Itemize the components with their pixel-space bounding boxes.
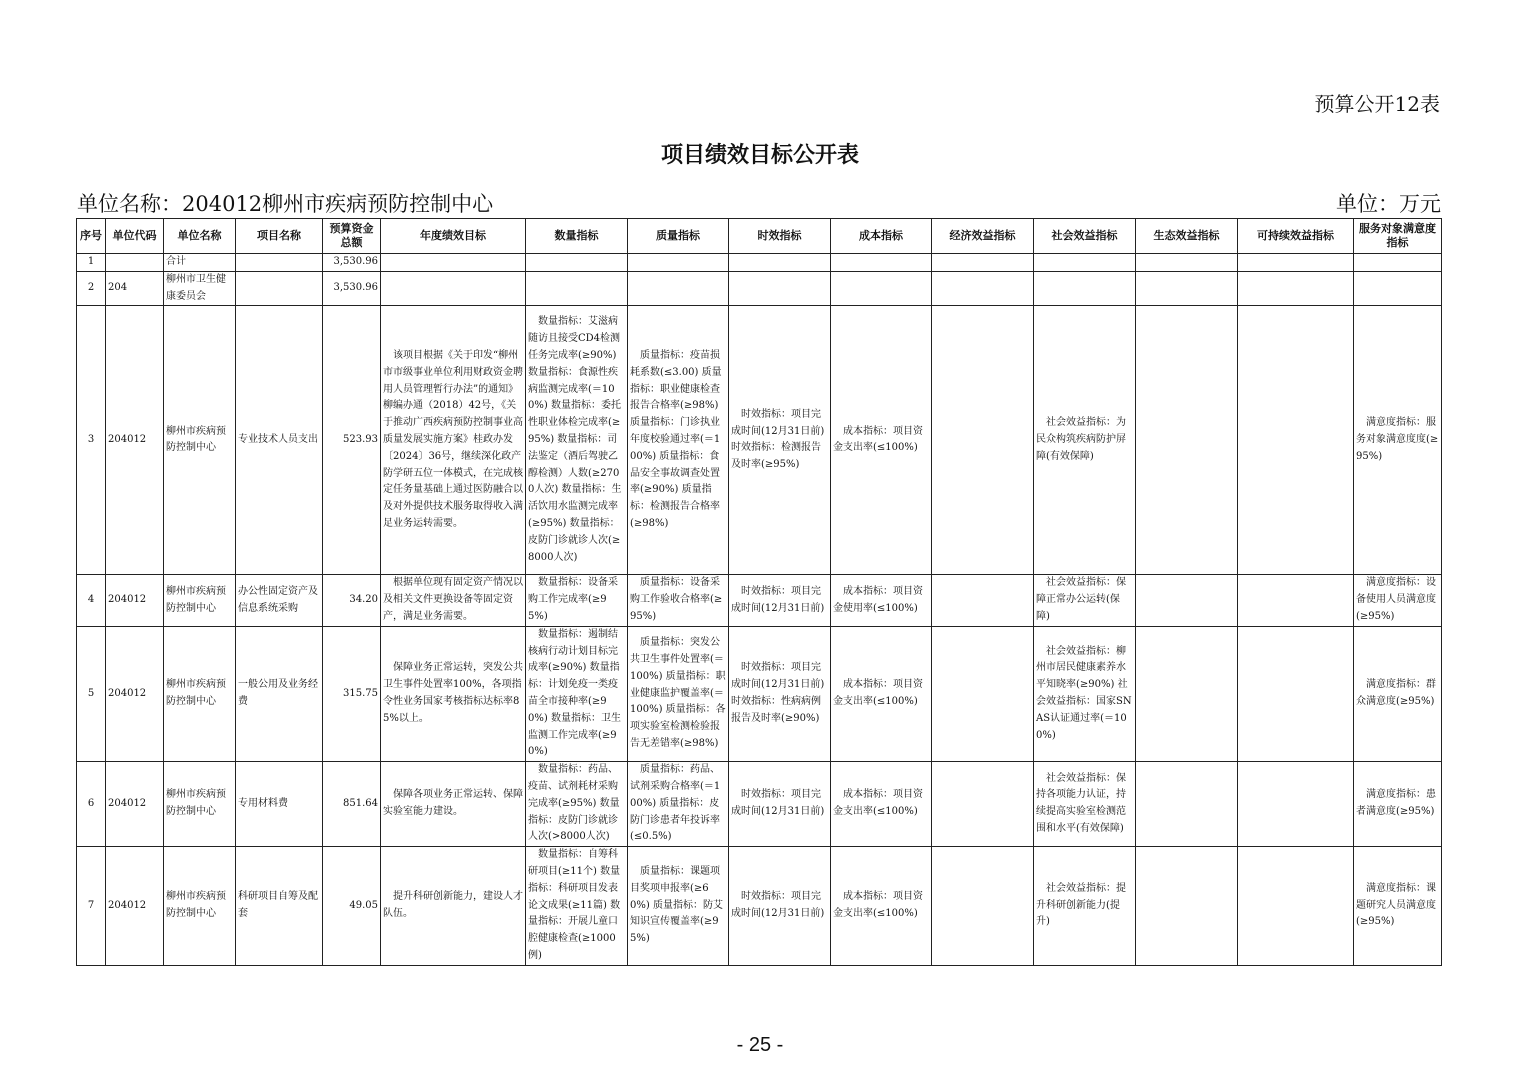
row-no-cell: 3 xyxy=(77,306,106,575)
cost-indicator-cell: 成本指标：项目资金支出率(≤100%) xyxy=(831,626,932,761)
budget-cell: 3,530.96 xyxy=(323,254,381,272)
sustainable-benefit-cell xyxy=(1238,762,1354,847)
unit-info-row xyxy=(77,188,1441,216)
unit-name-cell: 柳州市疾病预防控制中心 xyxy=(164,575,236,626)
column-header: 数量指标 xyxy=(526,219,628,254)
quantity-indicator-cell: 数量指标：艾滋病随访且接受CD4检测任务完成率(≥90%) 数量指标：食源性疾病监测完成率(＝100%) 数量指标：委托性职业体检完成率(≥95%) 数量指标：司法鉴定（酒后驾驶乙醇检测）人数(≥2700人次) 数量指标：生活饮用水监测完成率(≥95%) 数量指标：皮防门诊就诊人次(≥8000人次) xyxy=(526,306,628,575)
quality-indicator-cell: 质量指标：课题项目奖项申报率(≥60%) 质量指标：防艾知识宣传覆盖率(≥95%) xyxy=(628,847,729,966)
unit-name-label: 单位名称：204012柳州市疾病预防控制中心 xyxy=(77,192,494,216)
economic-benefit-cell xyxy=(932,762,1034,847)
timeliness-indicator-cell: 时效指标：项目完成时间(12月31日前) xyxy=(729,847,831,966)
unit-name-cell: 柳州市疾病预防控制中心 xyxy=(164,847,236,966)
column-header: 服务对象满意度指标 xyxy=(1354,219,1442,254)
quantity-indicator-cell: 数量指标：自筹科研项目(≥11个) 数量指标：科研项目发表论文成果(≥11篇) 数量指标：开展儿童口腔健康检查(≥1000例) xyxy=(526,847,628,966)
unit-name-cell: 柳州市疾病预防控制中心 xyxy=(164,762,236,847)
economic-benefit-cell xyxy=(932,254,1034,272)
annual-goal-cell xyxy=(381,271,526,306)
satisfaction-cell: 满意度指标：设备使用人员满意度(≥95%) xyxy=(1354,575,1442,626)
unit-code-cell: 204012 xyxy=(106,626,164,761)
unit-code-cell xyxy=(106,254,164,272)
project-name-cell: 办公性固定资产及信息系统采购 xyxy=(236,575,323,626)
cost-indicator-cell: 成本指标：项目资金使用率(≤100%) xyxy=(831,575,932,626)
cost-indicator-cell: 成本指标：项目资金支出率(≤100%) xyxy=(831,306,932,575)
satisfaction-cell: 满意度指标：课题研究人员满意度(≥95%) xyxy=(1354,847,1442,966)
satisfaction-cell xyxy=(1354,254,1442,272)
cost-indicator-cell: 成本指标：项目资金支出率(≤100%) xyxy=(831,762,932,847)
social-benefit-cell xyxy=(1034,271,1136,306)
quantity-indicator-cell: 数量指标：设备采购工作完成率(≥95%) xyxy=(526,575,628,626)
sustainable-benefit-cell xyxy=(1238,306,1354,575)
unit-code-cell: 204012 xyxy=(106,306,164,575)
column-header: 成本指标 xyxy=(831,219,932,254)
table-header-row xyxy=(77,219,1442,254)
project-name-cell: 专用材料费 xyxy=(236,762,323,847)
budget-cell: 315.75 xyxy=(323,626,381,761)
economic-benefit-cell xyxy=(932,306,1034,575)
annual-goal-cell: 提升科研创新能力，建设人才队伍。 xyxy=(381,847,526,966)
eco-benefit-cell xyxy=(1136,626,1238,761)
budget-cell: 851.64 xyxy=(323,762,381,847)
unit-code-cell: 204012 xyxy=(106,847,164,966)
project-name-cell xyxy=(236,254,323,272)
sustainable-benefit-cell xyxy=(1238,847,1354,966)
column-header: 项目名称 xyxy=(236,219,323,254)
row-no-cell: 6 xyxy=(77,762,106,847)
table-row xyxy=(77,575,1442,626)
social-benefit-cell: 社会效益指标：保持各项能力认证，持续提高实验室检测范围和水平(有效保障) xyxy=(1034,762,1136,847)
sustainable-benefit-cell xyxy=(1238,575,1354,626)
annual-goal-cell: 保障业务正常运转，突发公共卫生事件处置率100%，各项指令性业务国家考核指标达标率85%以上。 xyxy=(381,626,526,761)
quality-indicator-cell: 质量指标：药品、试剂采购合格率(＝100%) 质量指标：皮防门诊患者年投诉率(≤0.5%) xyxy=(628,762,729,847)
table-row xyxy=(77,626,1442,761)
row-no-cell: 4 xyxy=(77,575,106,626)
eco-benefit-cell xyxy=(1136,575,1238,626)
table-row xyxy=(77,762,1442,847)
eco-benefit-cell xyxy=(1136,271,1238,306)
unit-name-cell: 合计 xyxy=(164,254,236,272)
column-header: 单位名称 xyxy=(164,219,236,254)
cost-indicator-cell xyxy=(831,271,932,306)
table-row xyxy=(77,271,1442,306)
eco-benefit-cell xyxy=(1136,847,1238,966)
row-no-cell: 2 xyxy=(77,271,106,306)
page-number: - 25 - xyxy=(736,1034,784,1056)
unit-name-cell: 柳州市疾病预防控制中心 xyxy=(164,626,236,761)
quantity-indicator-cell xyxy=(526,254,628,272)
quantity-indicator-cell: 数量指标：药品、疫苗、试剂耗材采购完成率(≥95%) 数量指标：皮防门诊就诊人次(>8000人次) xyxy=(526,762,628,847)
economic-benefit-cell xyxy=(932,626,1034,761)
annual-goal-cell: 保障各项业务正常运转、保障实验室能力建设。 xyxy=(381,762,526,847)
timeliness-indicator-cell: 时效指标：项目完成时间(12月31日前) 时效指标：检测报告及时率(≥95%) xyxy=(729,306,831,575)
column-header: 序号 xyxy=(77,219,106,254)
table-number-label: 预算公开12表 xyxy=(1314,92,1440,116)
table-row xyxy=(77,306,1442,575)
unit-name-cell: 柳州市疾病预防控制中心 xyxy=(164,306,236,575)
project-name-cell: 专业技术人员支出 xyxy=(236,306,323,575)
economic-benefit-cell xyxy=(932,575,1034,626)
quality-indicator-cell xyxy=(628,271,729,306)
column-header: 社会效益指标 xyxy=(1034,219,1136,254)
performance-target-table xyxy=(76,218,1442,966)
column-header: 时效指标 xyxy=(729,219,831,254)
cost-indicator-cell: 成本指标：项目资金支出率(≤100%) xyxy=(831,847,932,966)
quantity-indicator-cell xyxy=(526,271,628,306)
quality-indicator-cell: 质量指标：突发公共卫生事件处置率(＝100%) 质量指标：职业健康监护覆盖率(＝100%) 质量指标：各项实验室检测检验报告无差错率(≥98%) xyxy=(628,626,729,761)
timeliness-indicator-cell: 时效指标：项目完成时间(12月31日前) xyxy=(729,575,831,626)
budget-cell: 523.93 xyxy=(323,306,381,575)
row-no-cell: 7 xyxy=(77,847,106,966)
social-benefit-cell xyxy=(1034,254,1136,272)
annual-goal-cell: 该项目根据《关于印发“柳州市市级事业单位利用财政资金聘用人员管理暂行办法”的通知》柳编办通（2018）42号，《关于推动广西疾病预防控制事业高质量发展实施方案》桂政办发〔2024〕36号，继续深化政产防学研五位一体模式，在完成核定任务量基础上通过医防融合以及对外提供技术服务取得收入满足业务运转需要。 xyxy=(381,306,526,575)
quality-indicator-cell: 质量指标：疫苗损耗系数(≤3.00) 质量指标：职业健康检查报告合格率(≥98%) 质量指标：门诊执业年度校验通过率(＝100%) 质量指标：食品安全事故调查处置率(≥90%) 质量指标：检测报告合格率(≥98%) xyxy=(628,306,729,575)
eco-benefit-cell xyxy=(1136,762,1238,847)
annual-goal-cell xyxy=(381,254,526,272)
social-benefit-cell: 社会效益指标：保障正常办公运转(保障) xyxy=(1034,575,1136,626)
quality-indicator-cell: 质量指标：设备采购工作验收合格率(≥95%) xyxy=(628,575,729,626)
social-benefit-cell: 社会效益指标：提升科研创新能力(提升) xyxy=(1034,847,1136,966)
project-name-cell: 一般公用及业务经费 xyxy=(236,626,323,761)
column-header: 预算资金总额 xyxy=(323,219,381,254)
satisfaction-cell: 满意度指标：患者满意度(≥95%) xyxy=(1354,762,1442,847)
sustainable-benefit-cell xyxy=(1238,271,1354,306)
currency-unit-label: 单位：万元 xyxy=(1336,192,1441,216)
social-benefit-cell: 社会效益指标：柳州市居民健康素养水平知晓率(≥90%) 社会效益指标：国家SNAS认证通过率(＝100%) xyxy=(1034,626,1136,761)
timeliness-indicator-cell xyxy=(729,254,831,272)
cost-indicator-cell xyxy=(831,254,932,272)
timeliness-indicator-cell: 时效指标：项目完成时间(12月31日前) 时效指标：性病病例报告及时率(≥90%) xyxy=(729,626,831,761)
column-header: 经济效益指标 xyxy=(932,219,1034,254)
row-no-cell: 5 xyxy=(77,626,106,761)
sustainable-benefit-cell xyxy=(1238,626,1354,761)
budget-cell: 49.05 xyxy=(323,847,381,966)
unit-name-cell: 柳州市卫生健康委员会 xyxy=(164,271,236,306)
unit-code-cell: 204012 xyxy=(106,575,164,626)
document-title: 项目绩效目标公开表 xyxy=(660,143,859,168)
column-header: 年度绩效目标 xyxy=(381,219,526,254)
unit-code-cell: 204012 xyxy=(106,762,164,847)
annual-goal-cell: 根据单位现有固定资产情况以及相关文件更换设备等固定资产，满足业务需要。 xyxy=(381,575,526,626)
row-no-cell: 1 xyxy=(77,254,106,272)
budget-cell: 34.20 xyxy=(323,575,381,626)
sustainable-benefit-cell xyxy=(1238,254,1354,272)
timeliness-indicator-cell xyxy=(729,271,831,306)
table-row xyxy=(77,847,1442,966)
quantity-indicator-cell: 数量指标：遏制结核病行动计划目标完成率(≥90%) 数量指标：计划免疫一类疫苗全市接种率(≥90%) 数量指标：卫生监测工作完成率(≥90%) xyxy=(526,626,628,761)
satisfaction-cell xyxy=(1354,271,1442,306)
economic-benefit-cell xyxy=(932,847,1034,966)
column-header: 生态效益指标 xyxy=(1136,219,1238,254)
eco-benefit-cell xyxy=(1136,254,1238,272)
table-row xyxy=(77,254,1442,272)
satisfaction-cell: 满意度指标：群众满意度(≥95%) xyxy=(1354,626,1442,761)
project-name-cell: 科研项目自筹及配套 xyxy=(236,847,323,966)
satisfaction-cell: 满意度指标：服务对象满意度度(≥95%) xyxy=(1354,306,1442,575)
column-header: 质量指标 xyxy=(628,219,729,254)
column-header: 可持续效益指标 xyxy=(1238,219,1354,254)
quality-indicator-cell xyxy=(628,254,729,272)
economic-benefit-cell xyxy=(932,271,1034,306)
unit-code-cell: 204 xyxy=(106,271,164,306)
project-name-cell xyxy=(236,271,323,306)
social-benefit-cell: 社会效益指标：为民众构筑疾病防护屏障(有效保障) xyxy=(1034,306,1136,575)
budget-cell: 3,530.96 xyxy=(323,271,381,306)
column-header: 单位代码 xyxy=(106,219,164,254)
timeliness-indicator-cell: 时效指标：项目完成时间(12月31日前) xyxy=(729,762,831,847)
eco-benefit-cell xyxy=(1136,306,1238,575)
